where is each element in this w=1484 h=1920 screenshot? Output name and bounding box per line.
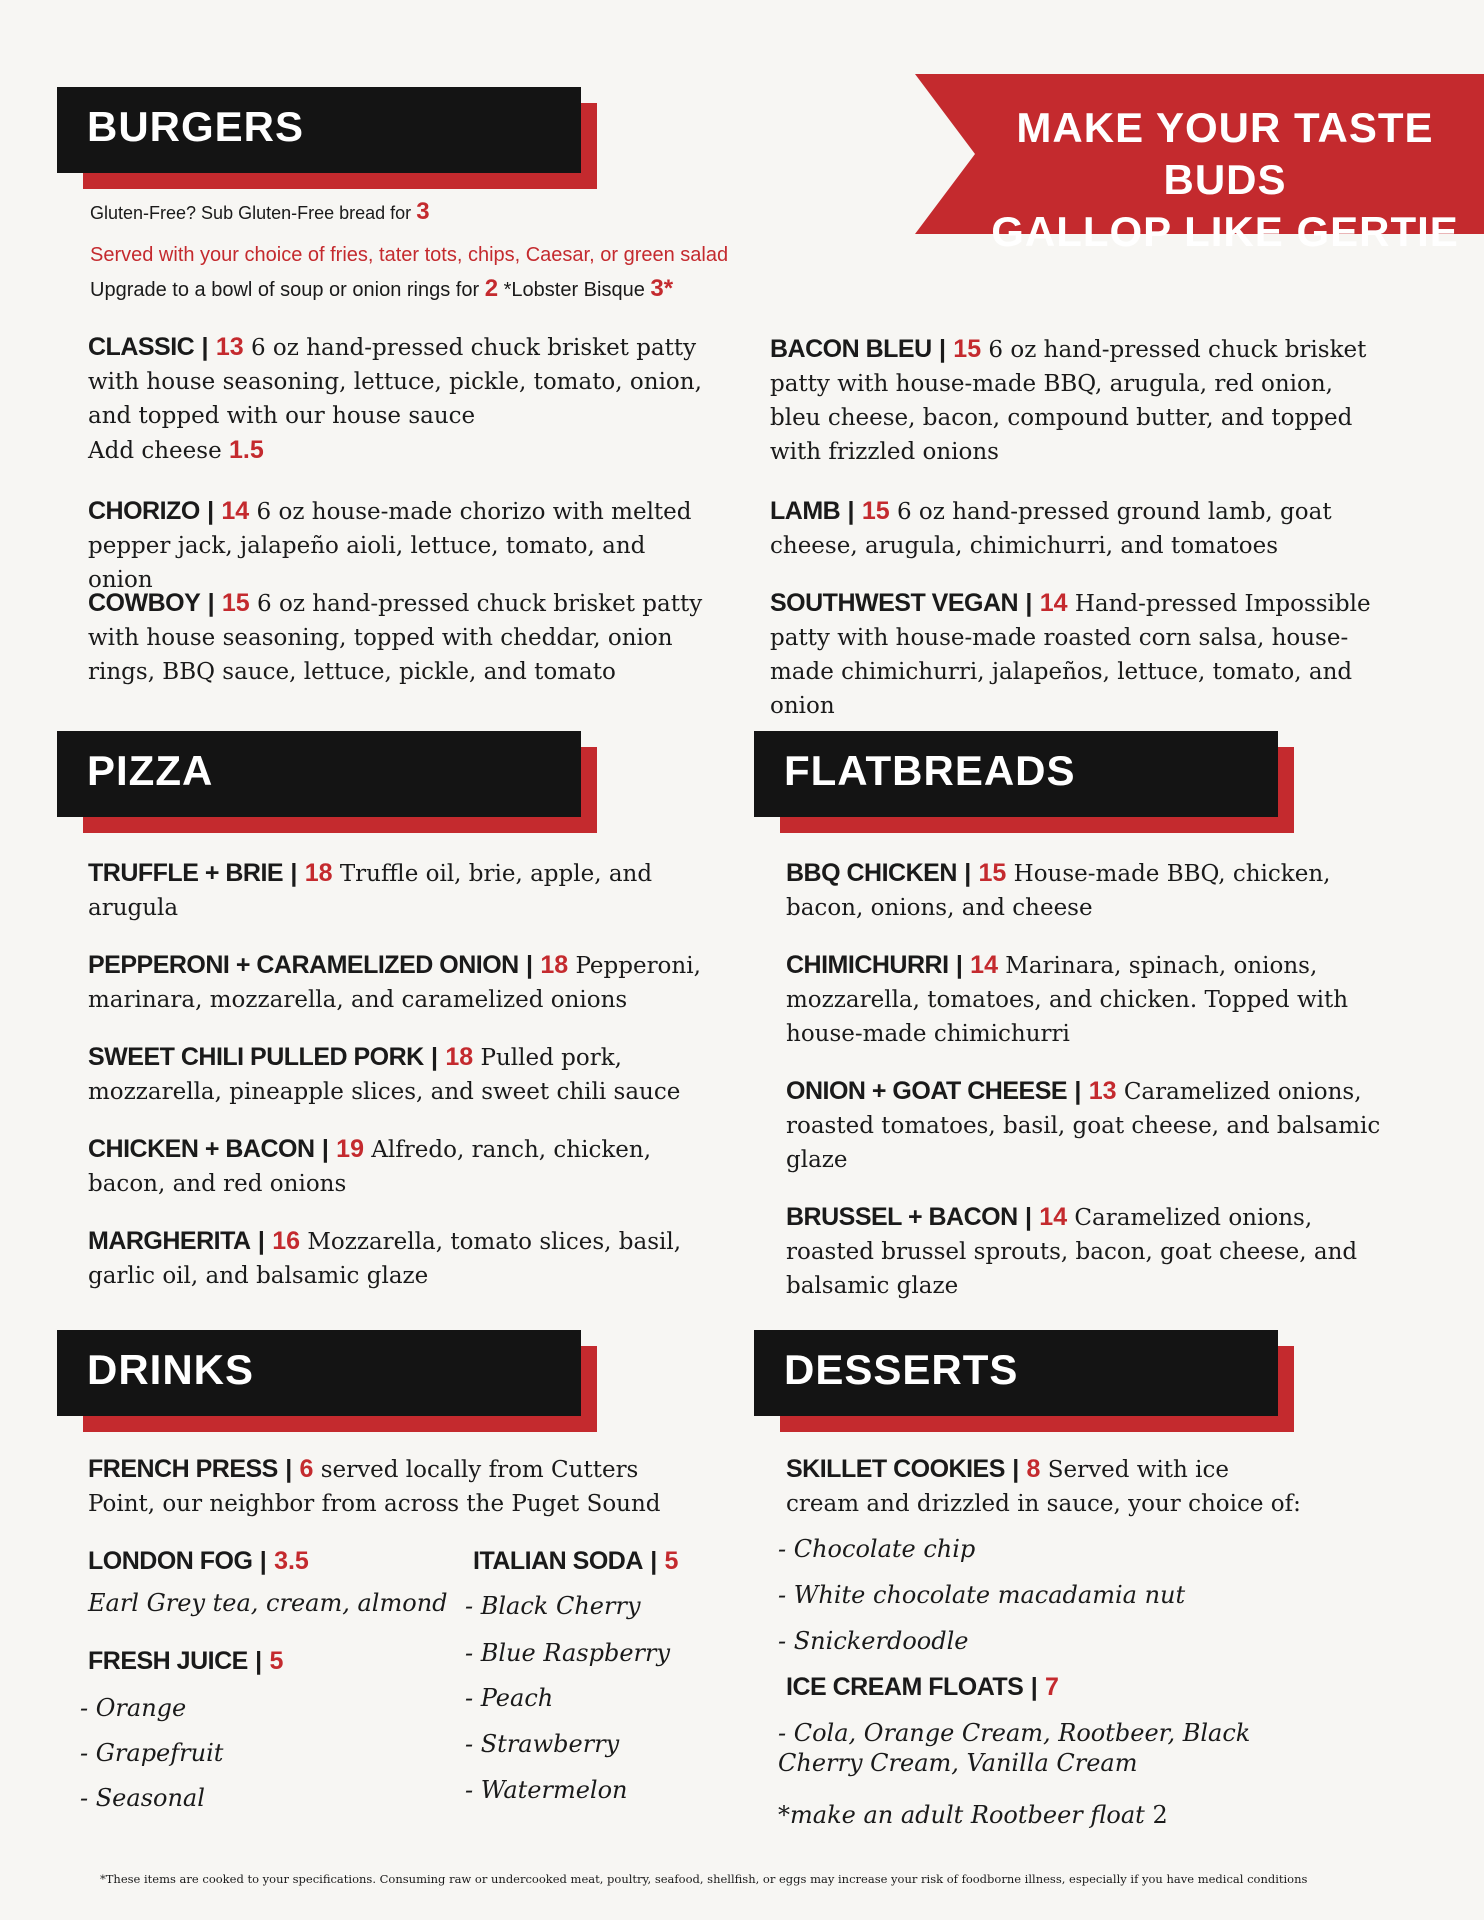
flatbreads-title: FLATBREADS bbox=[784, 747, 1076, 794]
soda-option-strawberry: - Strawberry bbox=[465, 1730, 620, 1758]
drinks-header bbox=[57, 1330, 581, 1416]
menu-item-london-fog: LONDON FOG | 3.5 bbox=[88, 1547, 309, 1575]
menu-item-margherita: MARGHERITA | 16 Mozzarella, tomato slices, basil, garlic oil, and balsamic glaze bbox=[88, 1227, 682, 1289]
menu-item-pepperoni: PEPPERONI + CARAMELIZED ONION | 18 Pepperoni, marinara, mozzarella, and caramelized onions bbox=[88, 951, 701, 1013]
menu-item-classic: CLASSIC | 13 6 oz hand-pressed chuck brisket patty with house seasoning, lettuce, pickle, tomato, onion, and topped with our house sauce Add cheese 1.5 bbox=[88, 333, 702, 464]
menu-item-skillet-cookies: SKILLET COOKIES | 8 Served with ice cream and drizzled in sauce, your choice of: bbox=[786, 1455, 1301, 1517]
cookie-option-white-chocolate: - White chocolate macadamia nut bbox=[778, 1581, 1186, 1609]
drinks-title: DRINKS bbox=[87, 1346, 255, 1393]
menu-item-chicken-bacon: CHICKEN + BACON | 19 Alfredo, ranch, chicken, bacon, and red onions bbox=[88, 1135, 652, 1197]
upgrade-note: Upgrade to a bowl of soup or onion rings for 2 *Lobster Bisque 3* bbox=[90, 275, 674, 302]
taste-buds-banner bbox=[915, 74, 1484, 255]
menu-item-lamb: LAMB | 15 6 oz hand-pressed ground lamb, goat cheese, arugula, chimichurri, and tomatoes bbox=[770, 497, 1332, 559]
menu-item-french-press: FRENCH PRESS | 6 served locally from Cutters Point, our neighbor from across the Puget Sound bbox=[88, 1455, 661, 1517]
menu-item-bbq-chicken: BBQ CHICKEN | 15 House-made BBQ, chicken, bacon, onions, and cheese bbox=[786, 859, 1331, 921]
london-fog-desc: Earl Grey tea, cream, almond bbox=[88, 1589, 448, 1617]
food-safety-disclaimer: *These items are cooked to your specifications. Consuming raw or undercooked meat, poultry, seafood, shellfish, or eggs may increase your risk of foodborne illness, especially if you have medical conditions bbox=[100, 1872, 1308, 1886]
desserts-title: DESSERTS bbox=[784, 1346, 1019, 1393]
sides-note: Served with your choice of fries, tater tots, chips, Caesar, or green salad bbox=[90, 244, 729, 266]
soda-option-peach: - Peach bbox=[465, 1684, 554, 1712]
soda-option-watermelon: - Watermelon bbox=[465, 1776, 628, 1804]
menu-item-cowboy: COWBOY | 15 6 oz hand-pressed chuck brisket patty with house seasoning, topped with cheddar, onion rings, BBQ sauce, lettuce, pickle, and tomato bbox=[88, 589, 703, 685]
pizza-title: PIZZA bbox=[87, 747, 214, 794]
menu-item-southwest-vegan: SOUTHWEST VEGAN | 14 Hand-pressed Impossible patty with house-made roasted corn salsa, house-made chimichurri, jalapeños, lettuce, tomato, and onion bbox=[770, 589, 1371, 719]
burgers-title: BURGERS bbox=[87, 103, 305, 150]
pizza-header bbox=[57, 731, 581, 817]
menu-item-chorizo: CHORIZO | 14 6 oz house-made chorizo with melted pepper jack, jalapeño aioli, lettuce, tomato, and onion bbox=[88, 497, 692, 593]
menu-item-ice-cream-floats: ICE CREAM FLOATS | 7 bbox=[786, 1673, 1059, 1701]
burgers-header bbox=[57, 87, 581, 173]
juice-option-grapefruit: - Grapefruit bbox=[80, 1739, 224, 1767]
soda-option-blue-raspberry: - Blue Raspberry bbox=[465, 1639, 671, 1667]
adult-float-note: *make an adult Rootbeer float 2 bbox=[778, 1801, 1168, 1829]
menu-item-truffle-brie: TRUFFLE + BRIE | 18 Truffle oil, brie, apple, and arugula bbox=[88, 859, 653, 921]
menu-item-chimichurri: CHIMICHURRI | 14 Marinara, spinach, onions, mozzarella, tomatoes, and chicken. Topped with house-made chimichurri bbox=[786, 951, 1349, 1047]
cookie-option-chocolate-chip: - Chocolate chip bbox=[778, 1535, 976, 1563]
banner-text bbox=[985, 102, 1465, 258]
banner-line-2: GALLOP LIKE GERTIE bbox=[991, 208, 1459, 255]
menu-item-fresh-juice: FRESH JUICE | 5 bbox=[88, 1647, 284, 1675]
menu-item-onion-goat-cheese: ONION + GOAT CHEESE | 13 Caramelized onions, roasted tomatoes, basil, goat cheese, and balsamic glaze bbox=[786, 1077, 1381, 1173]
soda-option-black-cherry: - Black Cherry bbox=[465, 1592, 641, 1620]
floats-flavors: - Cola, Orange Cream, Rootbeer, Black Cherry Cream, Vanilla Cream bbox=[778, 1719, 1251, 1777]
juice-option-orange: - Orange bbox=[80, 1694, 187, 1722]
cookie-option-snickerdoodle: - Snickerdoodle bbox=[778, 1627, 969, 1655]
menu-item-sweet-chili: SWEET CHILI PULLED PORK | 18 Pulled pork, mozzarella, pineapple slices, and sweet chili sauce bbox=[88, 1043, 681, 1105]
juice-option-seasonal: - Seasonal bbox=[80, 1784, 205, 1812]
desserts-header bbox=[754, 1330, 1278, 1416]
menu-item-brussel-bacon: BRUSSEL + BACON | 14 Caramelized onions, roasted brussel sprouts, bacon, goat cheese, and balsamic glaze bbox=[786, 1203, 1358, 1299]
menu-item-italian-soda: ITALIAN SODA | 5 bbox=[473, 1547, 679, 1575]
gluten-free-note: Gluten-Free? Sub Gluten-Free bread for 3 bbox=[90, 198, 430, 225]
menu-item-bacon-bleu: BACON BLEU | 15 6 oz hand-pressed chuck brisket patty with house-made BBQ, arugula, red onion, bleu cheese, bacon, compound butter, and topped with frizzled onions bbox=[770, 335, 1367, 465]
banner-line-1: MAKE YOUR TASTE BUDS bbox=[1016, 104, 1434, 203]
flatbreads-header bbox=[754, 731, 1278, 817]
